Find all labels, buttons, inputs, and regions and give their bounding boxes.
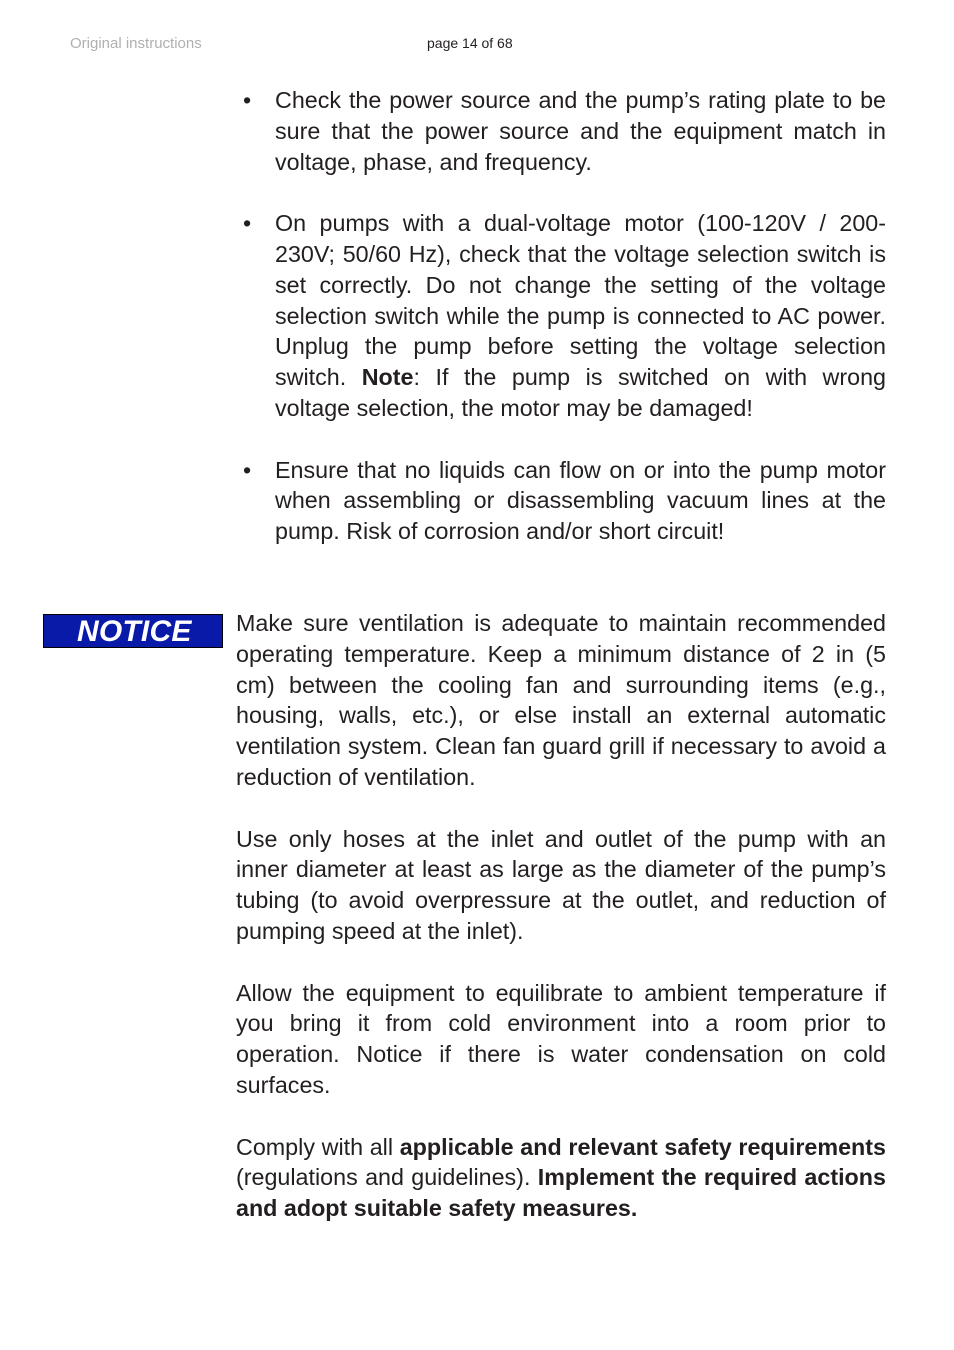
- bullet-text: Ensure that no liquids can flow on or into the pump motor when assembling or disassembling vacuum lines at the pump. Risk of corrosion and/or short circuit!: [275, 456, 886, 545]
- safety-bold-1: applicable and relevant safety requirements: [399, 1133, 886, 1160]
- bullet-marker: •: [243, 456, 252, 483]
- bullet-marker: •: [243, 87, 252, 113]
- safety-text-2: (regulations and guidelines).: [236, 1164, 538, 1191]
- notice-body: [236, 608, 886, 1255]
- paragraph-equilibrate: Allow the equipment to equilibrate to ambient temperature if you bring it from cold environment into a room prior to operation. Notice if there is water condensation on cold surfaces.: [236, 979, 886, 1098]
- bullet-item-power-source: [243, 85, 886, 177]
- page-number: page 14 of 68: [427, 35, 513, 51]
- notice-badge: NOTICE: [43, 614, 223, 648]
- safety-bold-2: Implement the required actions and adopt suitable safety measures.: [236, 1164, 886, 1222]
- bullet-text-continued: : If the pump is switched on with wrong voltage selection, the motor may be damaged!: [275, 364, 886, 421]
- document-header-label: Original instructions: [70, 35, 202, 52]
- bullet-item-liquids: [243, 455, 886, 547]
- bullet-text: On pumps with a dual-voltage motor (100-120V / 200-230V; 50/60 Hz), check that the voltage selection switch is set correctly. Do not change the setting of the voltage selection switch while the pump is connected to AC power. Unplug the pump before setting the voltage selection switch.: [275, 210, 886, 391]
- bullet-item-dual-voltage: [243, 208, 886, 424]
- paragraph-safety-requirements: [236, 1132, 886, 1224]
- paragraph-hoses: Use only hoses at the inlet and outlet of the pump with an inner diameter at least as large as the diameter of the pump’s tubing (to avoid overpressure at the outlet, and reduction of pumping speed at the inlet).: [236, 825, 886, 944]
- bullet-list: [243, 85, 886, 578]
- note-label: Note: [361, 364, 414, 391]
- bullet-marker: •: [243, 210, 252, 237]
- paragraph-ventilation: Make sure ventilation is adequate to maintain recommended operating temperature. Keep a minimum distance of 2 in (5 cm) between the cooling fan and surrounding items (e.g., housing, walls, etc.), or else install an external automatic ventilation system. Clean fan guard grill if necessary to avoid a reduction of ventilation.: [236, 610, 886, 790]
- bullet-text: Check the power source and the pump’s rating plate to be sure that the power source and the equipment match in voltage, phase, and frequency.: [275, 87, 886, 175]
- safety-text-1: Comply with all: [236, 1133, 400, 1160]
